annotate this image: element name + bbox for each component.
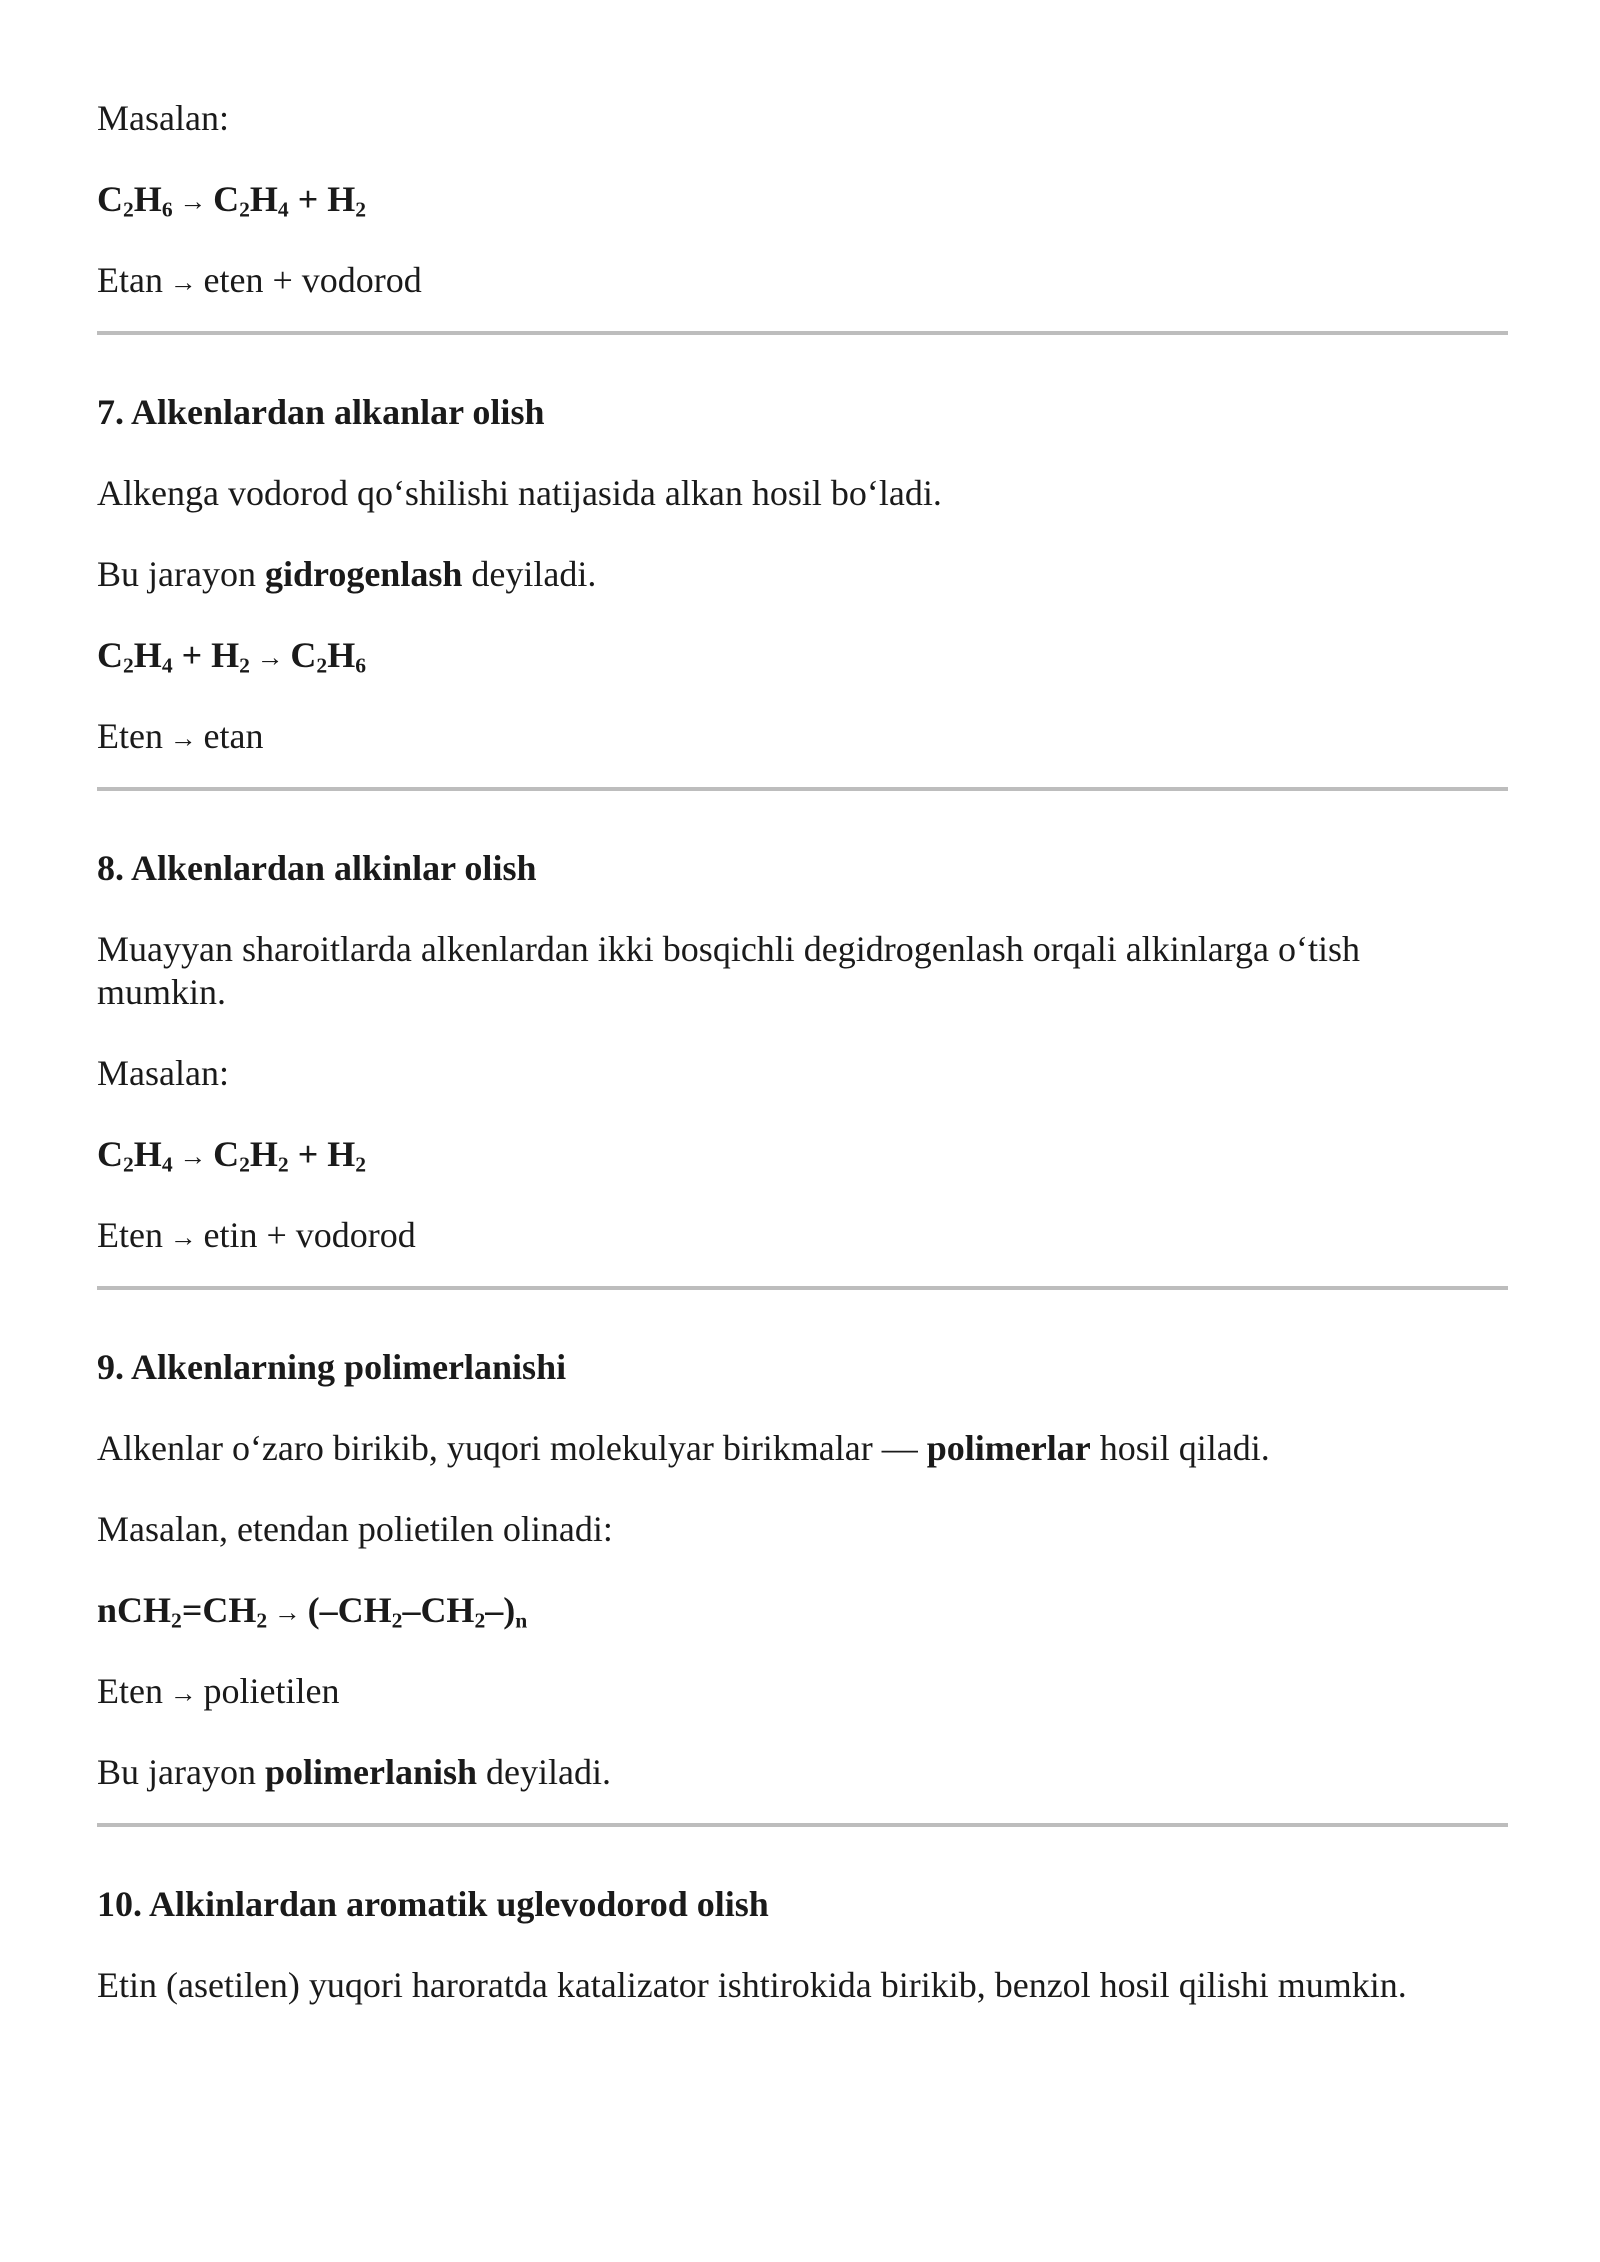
formula-dehydrogenation-ethene: $C_2H_4 \to C_2H_2 + H_2$	[97, 1134, 367, 1177]
section-heading-8: 8. Alkenlardan alkinlar olish	[97, 848, 537, 888]
example-label: Masalan:	[97, 98, 229, 138]
reaction-names: Eten → etan	[97, 716, 264, 756]
section-heading-7: 7. Alkenlardan alkanlar olish	[97, 392, 545, 432]
reaction-names: Etan → eten + vodorod	[97, 260, 422, 300]
formula-dehydrogenation-ethane: $C_2H_6 \to C_2H_4 + H_2$	[97, 179, 367, 222]
reaction-names: Eten → polietilen	[97, 1671, 340, 1712]
example-label: Masalan:	[97, 1053, 229, 1094]
paragraph: Bu jarayon polimerlanish deyiladi.	[97, 1752, 611, 1793]
reaction-names: Eten → etin + vodorod	[97, 1215, 416, 1256]
section-heading-9: 9. Alkenlarning polimerlanishi	[97, 1347, 567, 1388]
section-heading-10: 10. Alkinlardan aromatik uglevodorod olish	[97, 1884, 769, 1925]
paragraph: Etin (asetilen) yuqori haroratda katalizator ishtirokida birikib, benzol hosil qilishi mumkin.	[97, 1965, 1407, 2006]
paragraph: Bu jarayon gidrogenlash deyiladi.	[97, 554, 597, 594]
document-content	[97, 97, 1507, 2007]
formula-hydrogenation: $C_2H_4 + H_2 \to C_2H_6$	[97, 635, 367, 678]
paragraph: Alkenlar o‘zaro birikib, yuqori molekulyar birikmalar — polimerlar hosil qiladi.	[97, 1428, 1270, 1469]
formula-polymerization: $nCH_2=CH_2 \to (-CH_2-CH_2-)_n$	[97, 1590, 528, 1633]
paragraph: Alkenga vodorod qo‘shilishi natijasida alkan hosil bo‘ladi.	[97, 473, 942, 513]
paragraph: Muayyan sharoitlarda alkenlardan ikki bosqichli degidrogenlash orqali alkinlarga o‘tish mumkin.	[97, 929, 1360, 1013]
paragraph: Masalan, etendan polietilen olinadi:	[97, 1509, 613, 1550]
